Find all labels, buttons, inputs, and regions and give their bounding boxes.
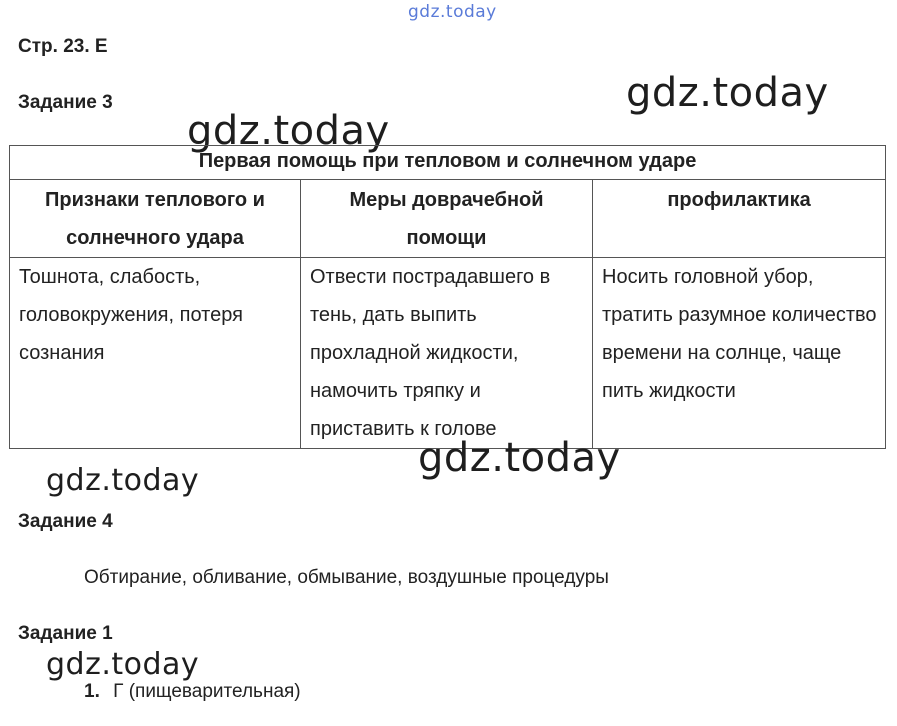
table-header-row: [10, 180, 886, 258]
watermark-bottom-left: gdz.today: [46, 647, 200, 682]
header-symptoms: Признаки теплового и солнечного удара: [10, 180, 301, 258]
cell-symptoms: Тошнота, слабость, головокружения, потеря сознания: [10, 258, 301, 449]
watermark-mid-left: gdz.today: [46, 463, 200, 498]
watermark-upper-left: gdz.today: [187, 108, 390, 154]
list-item-number: 1.: [84, 681, 100, 702]
list-item-text: Г (пищеварительная): [113, 681, 301, 702]
first-aid-table: [9, 145, 886, 449]
watermark-top: gdz.today: [408, 2, 497, 22]
task4-heading: Задание 4: [18, 511, 113, 532]
watermark-table-bottom: gdz.today: [418, 435, 621, 481]
watermark-upper-right: gdz.today: [626, 70, 829, 116]
header-prevention: профилактика: [593, 180, 886, 258]
cell-first-aid: Отвести пострадавшего в тень, дать выпить прохладной жидкости, намочить тряпку и приставить к голове: [301, 258, 593, 449]
header-first-aid: Меры доврачебной помощи: [301, 180, 593, 258]
task3-heading: Задание 3: [18, 92, 113, 113]
table-title: Первая помощь при тепловом и солнечном ударе: [10, 146, 886, 180]
table-row: [10, 258, 886, 449]
task4-answer: Обтирание, обливание, обмывание, воздушные процедуры: [84, 567, 609, 588]
list-item: [84, 681, 301, 703]
page-reference: Стр. 23. Е: [18, 36, 108, 57]
cell-prevention: Носить головной убор, тратить разумное количество времени на солнце, чаще пить жидкости: [593, 258, 886, 449]
task1-heading: Задание 1: [18, 623, 113, 644]
